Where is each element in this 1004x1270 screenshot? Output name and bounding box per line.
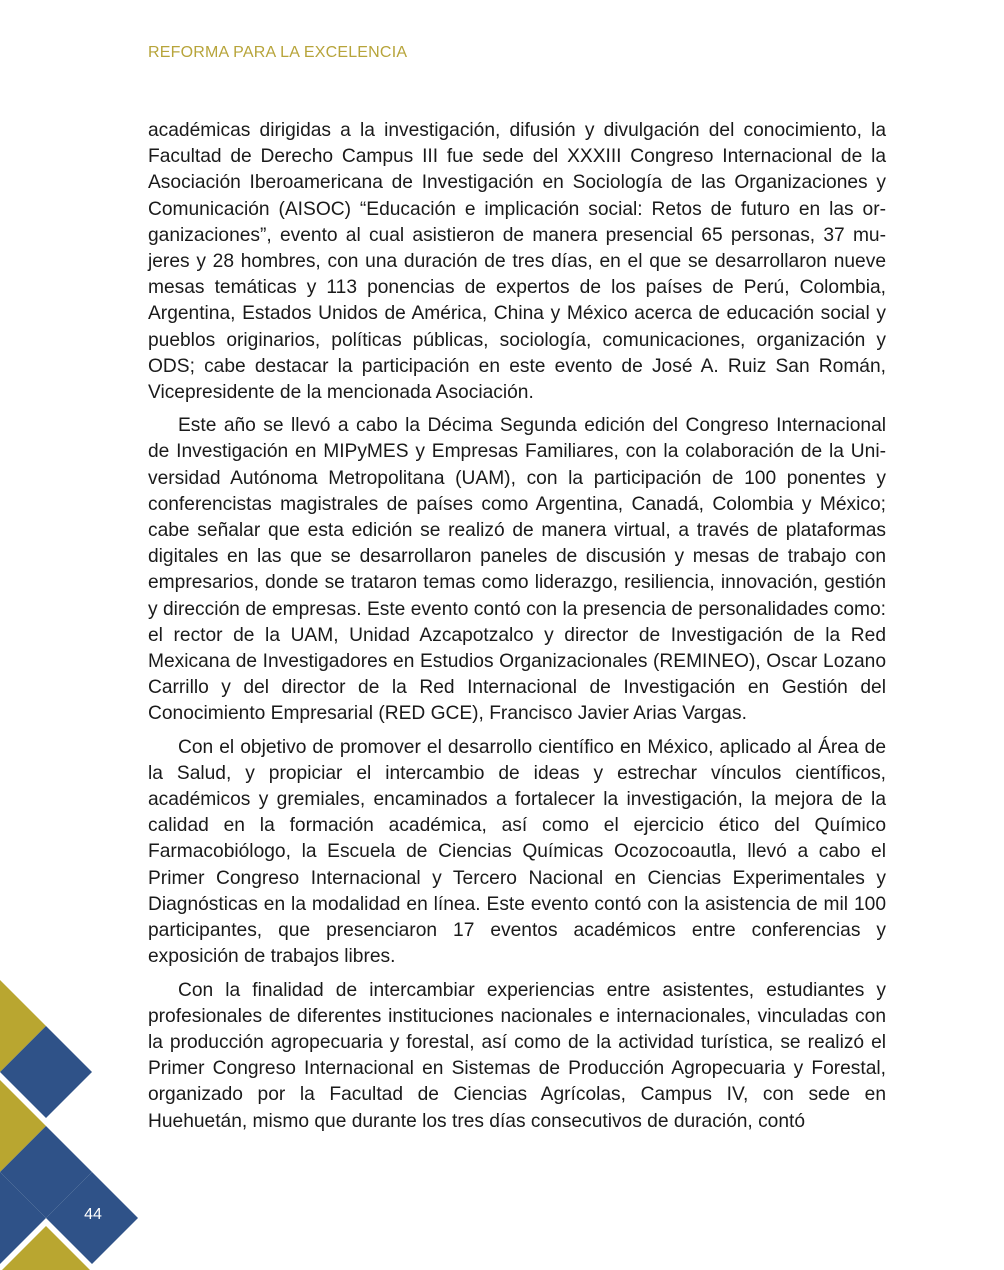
body-text bbox=[148, 118, 886, 1142]
running-header: REFORMA PARA LA EXCELENCIA bbox=[148, 44, 408, 61]
paragraph-4: Con la finalidad de intercambiar experiencias entre asistentes, estudiantes y profesionales de diferentes instituciones nacionales e internacionales, vinculadas con la producción agropecuaria y forestal, así como de la actividad turística, se realizó el Primer Congreso Internacional en Sistemas de Producción Agropecuaria y Forestal, organizado por la Facultad de Ciencias Agrícolas, Campus IV, con sede en Huehuetán, mismo que durante los tres días consecutivos de duración, contó bbox=[148, 979, 886, 1132]
page-number: 44 bbox=[84, 1206, 102, 1223]
diamond-pattern-decoration bbox=[0, 980, 150, 1270]
paragraph-2: Este año se llevó a cabo la Décima Segunda edición del Congreso Internacional de Investigación en MIPyMES y Empresas Familiares, con la colaboración de la Universidad Autónoma Metropolitana (UAM), con la participación de 100 ponentes y conferencistas magistrales de países como Argentina, Canadá, Colombia y México; cabe señalar que esta edición se realizó de manera virtual, a través de plataformas digitales en las que se desarrollaron paneles de discusión y mesas de trabajo con empresarios, donde se trataron temas como liderazgo, resiliencia, innovación, gestión y dirección de empresas. Este evento contó con la presencia de personalidades como: el rector de la UAM, Unidad Azcapotzalco y director de Investigación de la Red Mexicana de Investigadores en Estudios Organizacionales (REMINEO), Oscar Lozano Carrillo y del director de la Red Internacional de Investigación en Gestión del Conocimiento Empresarial (RED GCE), Francisco Javier Arias Vargas. bbox=[148, 415, 886, 725]
paragraph-1: académicas dirigidas a la investigación, difusión y divulgación del conocimiento, la Facultad de Derecho Campus III fue sede del XXXIII Congreso Internacional de la Asociación Iberoamericana de Investigación en Sociología de las Organizaciones y Comunicación (AISOC) “Educación e implicación social: Retos de futuro en las organizaciones”, evento al cual asistieron de manera presencial 65 personas, 37 mujeres y 28 hombres, con una duración de tres días, en el que se desarrollaron nueve mesas temáticas y 113 ponencias de expertos de los países de Perú, Colombia, Argentina, Estados Unidos de América, China y México acerca de educación social y pueblos originarios, políticas públicas, sociología, comunicaciones, organización y ODS; cabe destacar la participación en este evento de José A. Ruiz San Román, Vicepresidente de la mencionada Asociación. bbox=[148, 120, 886, 404]
paragraph-3: Con el objetivo de promover el desarrollo científico en México, aplicado al Área de la Salud, y propiciar el intercambio de ideas y estrechar vínculos científicos, académicos y gremiales, encaminados a fortalecer la investigación, la mejora de la calidad en la formación académica, así como el ejercicio ético del Químico Farmacobiólogo, la Escuela de Ciencias Químicas Ocozocoautla, llevó a cabo el Primer Congreso Internacional y Tercero Nacional en Ciencias Experimentales y Diagnósticas en la modalidad en línea. Este evento contó con la asistencia de mil 100 participantes, que presenciaron 17 eventos académicos entre conferencias y exposición de trabajos libres. bbox=[148, 736, 886, 968]
